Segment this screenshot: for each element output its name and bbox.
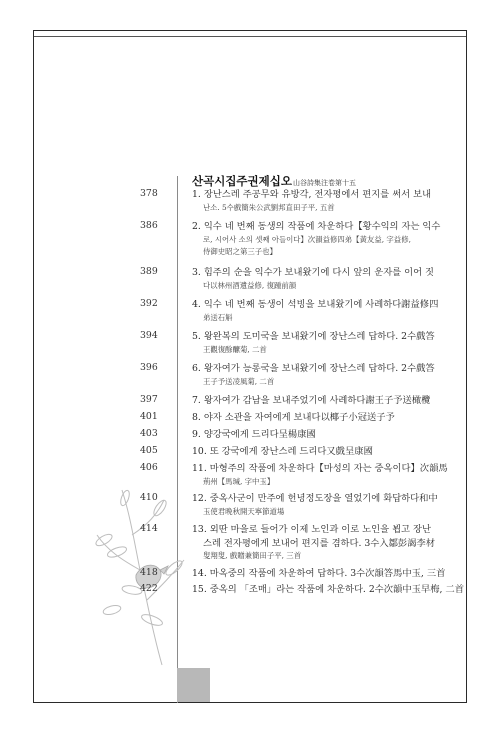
entry-line: 玉使君晚秋開天寧節道場 bbox=[203, 506, 285, 516]
entry-line: 8. 야자 소관을 자여에게 보내다以椰子小冠送子予 bbox=[192, 412, 395, 423]
entry-line: 다以林州酒遺益修, 復踵前韻 bbox=[203, 280, 297, 290]
page-number: 394 bbox=[140, 330, 158, 341]
entry-line: 14. 마옥중의 작품에 차운하여 답하다. 3수次韻答馬中玉, 三首 bbox=[192, 568, 446, 579]
page-number: 410 bbox=[140, 492, 158, 503]
entry-line: 2. 익수 네 번째 동생의 작품에 차운하다【황수익의 자는 익수 bbox=[192, 221, 441, 232]
heading-korean: 산곡시집주권제십오 bbox=[192, 174, 292, 188]
entry-line: 15. 중옥의 「조매」라는 작품에 차운하다. 2수次韻中玉早梅, 二首 bbox=[192, 584, 465, 595]
entry-line: 王觀復酴醿菊, 二首 bbox=[203, 344, 267, 354]
entry-line: 弟送石斛 bbox=[203, 312, 233, 322]
entry-line: 侍御史昭之第三子也】 bbox=[203, 247, 277, 256]
entry-line: 6. 왕자여가 능롱국을 보내왔기에 장난스레 답하다. 2수戲答 bbox=[192, 363, 435, 374]
entry-line: 난소. 5수戲簡朱公武劉邦直田子平, 五首 bbox=[203, 202, 335, 212]
page-number: 389 bbox=[140, 266, 158, 277]
heading-hanja: 山谷詩集注卷第十五 bbox=[292, 179, 356, 187]
page-number: 406 bbox=[140, 462, 158, 473]
page-number: 403 bbox=[140, 428, 158, 439]
entry-line: 5. 왕완복의 도미국을 보내왔기에 장난스레 답하다. 2수戲答 bbox=[192, 331, 435, 342]
entry-line: 로, 시어사 소의 셋째 아들이다】次韻益修四弟【黃友益, 字益修, bbox=[203, 234, 411, 244]
page-number: 378 bbox=[140, 188, 158, 199]
entry-line: 12. 중옥사군이 만주에 헌녕정도장을 열었기에 화답하다和中 bbox=[192, 493, 438, 504]
page-number: 405 bbox=[140, 445, 158, 456]
page-number: 386 bbox=[140, 220, 158, 231]
entry-line: 4. 익수 네 번째 동생이 석빙을 보내왔기에 사례하다謝益修四 bbox=[192, 299, 439, 310]
section-heading bbox=[192, 170, 356, 189]
entry-line: 叟翔叟, 戲贈兼簡田子平, 三首 bbox=[203, 551, 302, 560]
entry-line: 스레 전자평에게 보내어 편지를 겸하다. 3수入鄒彭謁李材 bbox=[203, 537, 436, 549]
entry-line: 7. 왕자여가 감남을 보내주었기에 사례하다謝王子予送橄欖 bbox=[192, 395, 431, 406]
page-number: 396 bbox=[140, 362, 158, 373]
entry-line: 1. 장난스레 주공무와 유방각, 전자평에서 편지를 써서 보내 bbox=[192, 189, 432, 200]
entry-line: 3. 힘주의 순을 익수가 보내왔기에 다시 앞의 운자를 이어 짓 bbox=[192, 267, 435, 278]
top-rule bbox=[34, 36, 466, 37]
page-number: 418 bbox=[140, 567, 158, 578]
entry-line: 9. 양강국에게 드리다呈楊康國 bbox=[192, 429, 316, 440]
entry-line: 10. 또 강국에게 장난스레 드리다又戲呈康國 bbox=[192, 446, 373, 457]
page-number: 392 bbox=[140, 298, 158, 309]
page-edge-tab bbox=[177, 668, 210, 702]
page-number: 401 bbox=[140, 411, 158, 422]
page-number: 422 bbox=[140, 583, 158, 594]
entry-line: 王子予送凌風菊, 二首 bbox=[203, 376, 275, 386]
page-number: 397 bbox=[140, 394, 158, 405]
entry-line: 荊州【馬瑊, 字中玉】 bbox=[203, 476, 275, 486]
page-number: 414 bbox=[140, 523, 158, 534]
entry-line: 13. 외딴 마을로 들어가 이제 노인과 이로 노인을 뵙고 장난 bbox=[192, 524, 431, 535]
entry-line: 11. 마형주의 작품에 차운하다【마성의 자는 중옥이다】次韻馬 bbox=[192, 463, 448, 474]
